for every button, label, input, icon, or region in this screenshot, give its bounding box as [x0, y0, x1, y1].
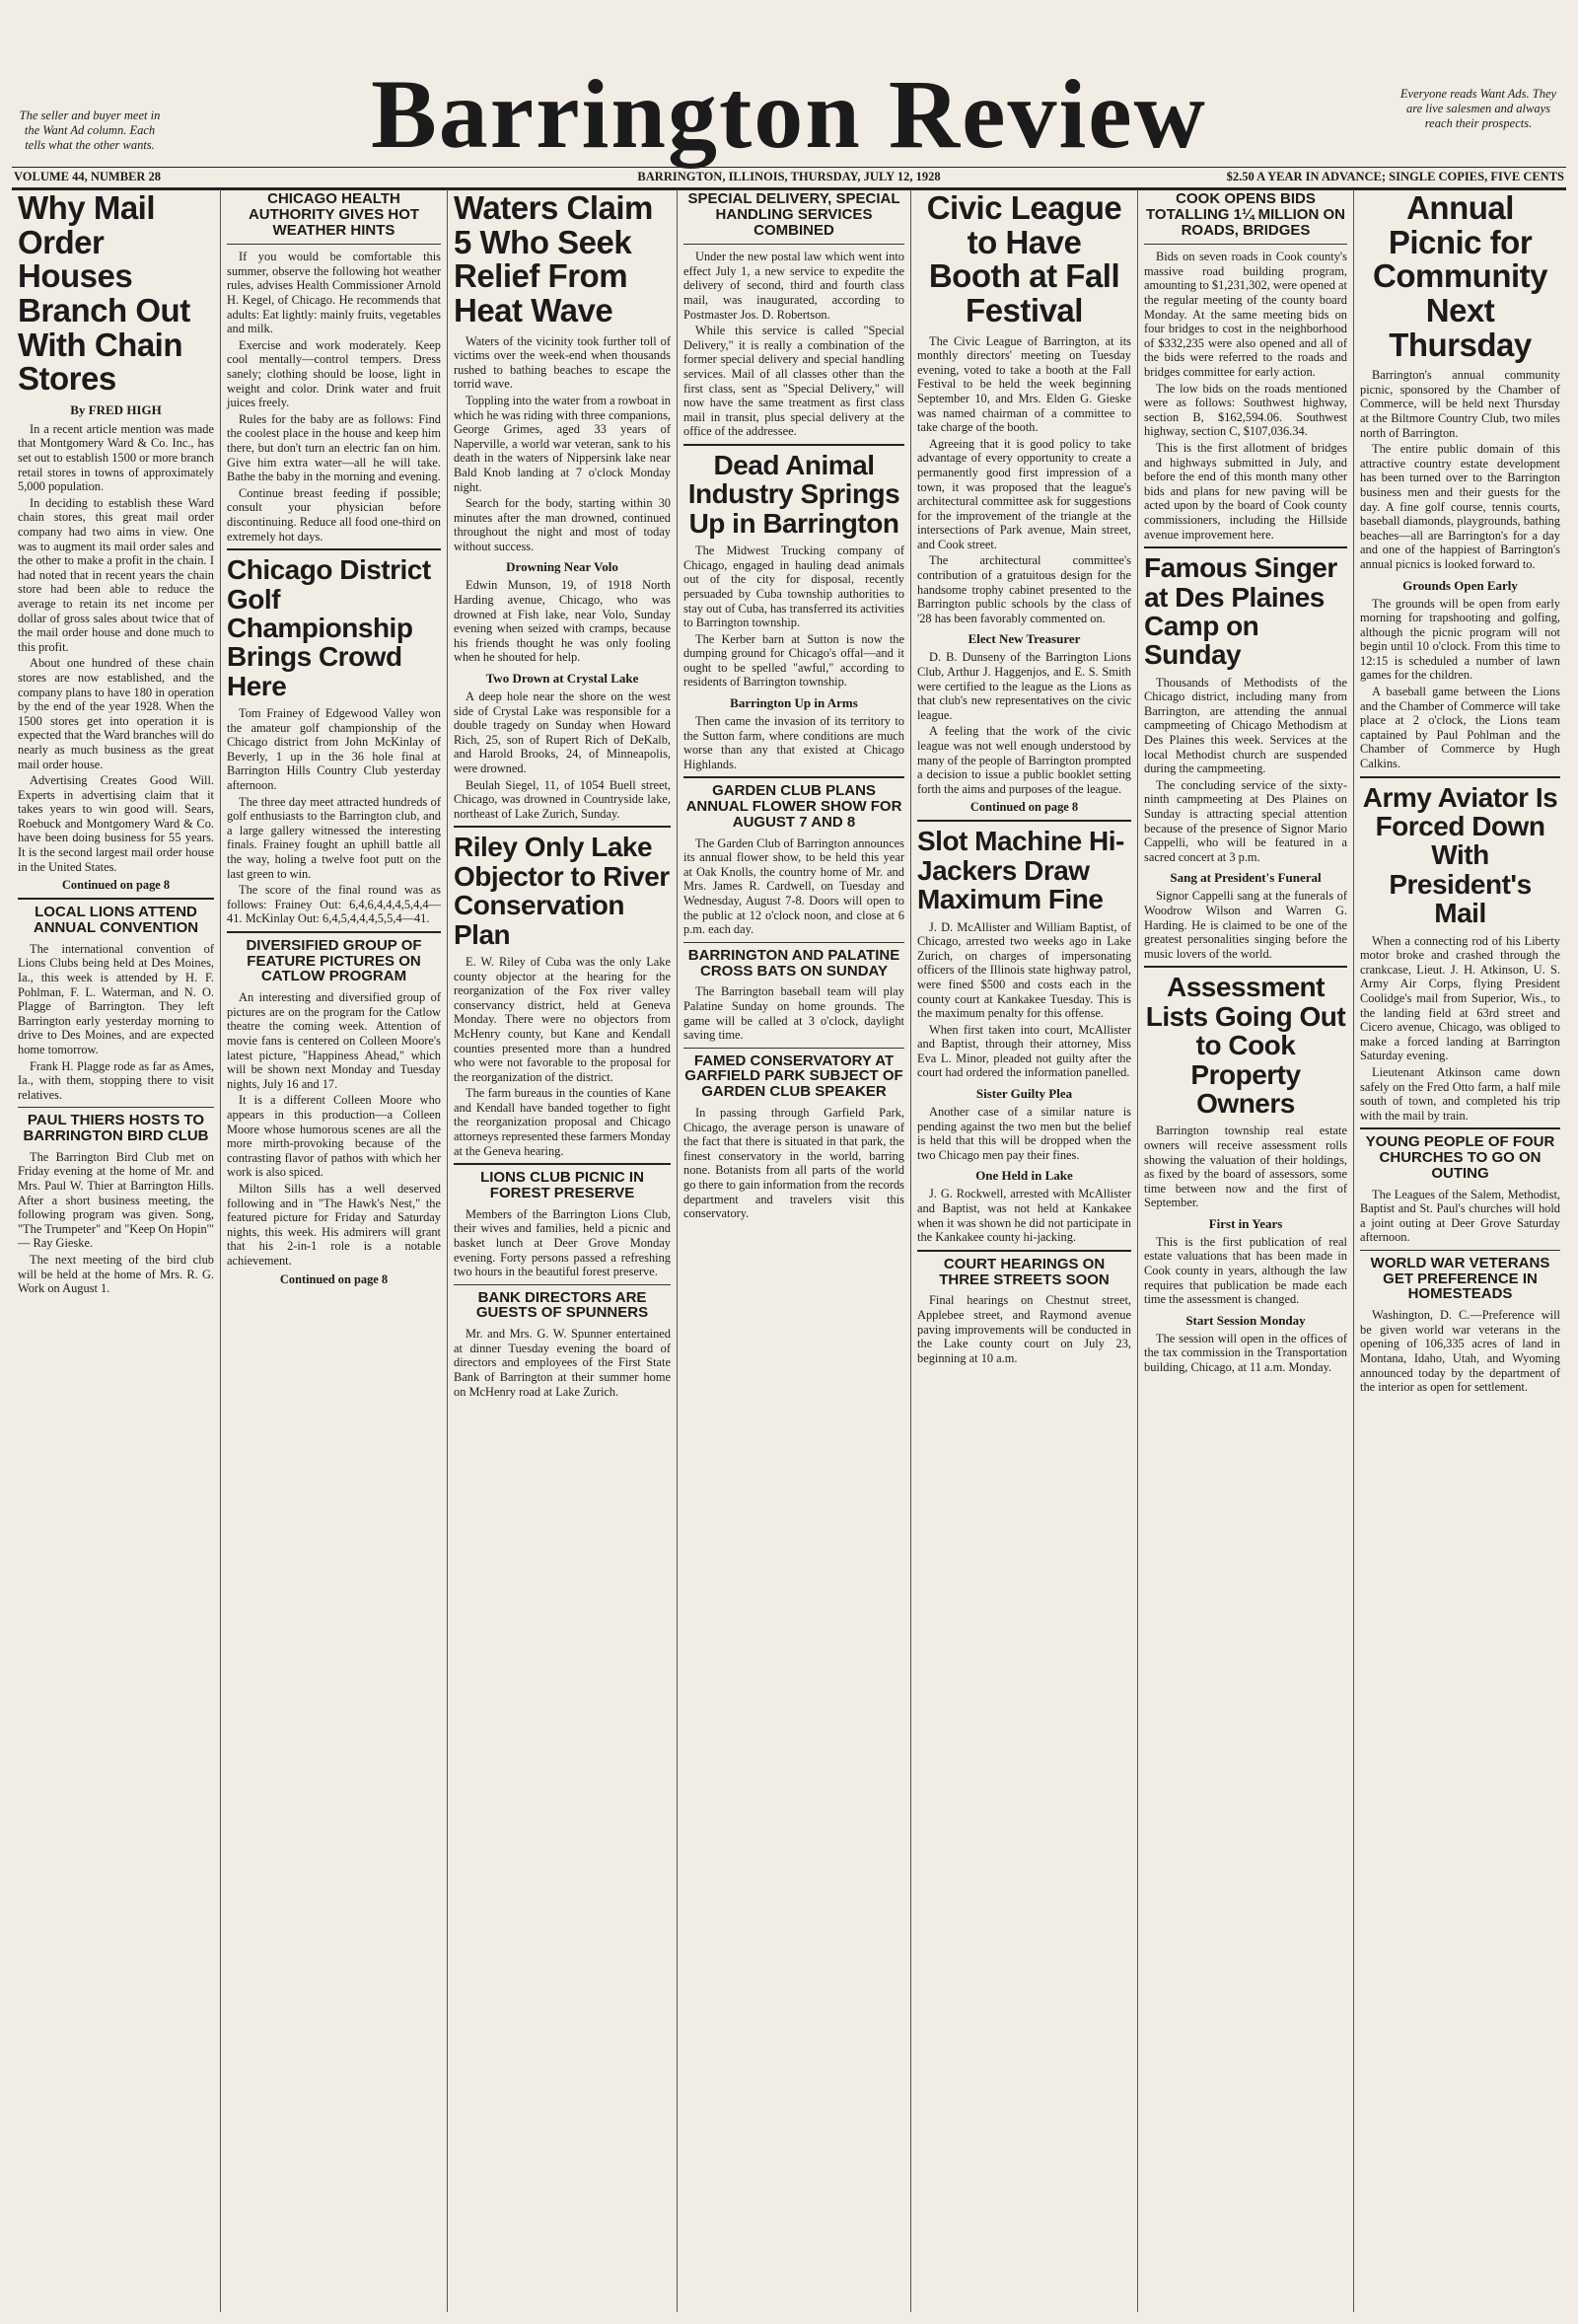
divider [227, 931, 441, 933]
paragraph: Edwin Munson, 19, of 1918 North Harding avenue, Chicago, who was drowned at Fish lake, near Volo, Sunday evening when seized with cramps, because his friends thought he was only fooling when he shouted for help. [454, 578, 671, 665]
headline: LOCAL LIONS ATTEND ANNUAL CONVENTION [33, 904, 199, 936]
headline: COOK OPENS BIDS TOTALLING 1¼ MILLION ON ROADS, BRIDGES [1146, 190, 1345, 239]
paragraph: This is the first allotment of bridges and highways submitted in July, and before the end of this month many other bids and plans for new paving will be acted upon by the board of Cook county commissioners, including the Hillside avenue improvement here. [1144, 440, 1347, 542]
divider [683, 1048, 904, 1049]
headline: Army Aviator Is Forced Down With President's Mail [1362, 781, 1558, 929]
paragraph: In passing through Garfield Park, Chicago, the average person is unaware of the fact that there is situated in that park, the finest conservatory in the world, barring none. Botanists from all parts of the world go there to gain information from the records department and travelers visit this conservatory. [683, 1105, 904, 1221]
headline: Riley Only Lake Objector to River Conservation Plan [454, 832, 670, 950]
divider [1144, 966, 1347, 968]
paragraph: An interesting and diversified group of pictures are on the program for the Catlow theatre the coming week. Attention of movie fans is centered on Colleen Moore's latest picture, "Happiness Ahead," which will be shown next Monday and Tuesday nights, July 16 and 17. [227, 990, 441, 1091]
paragraph: J. G. Rockwell, arrested with McAllister and Baptist, was not held at Kankakee when it was shown he did not participate in the Kankakee county hi-jacking. [917, 1187, 1131, 1245]
place-date: BARRINGTON, ILLINOIS, THURSDAY, JULY 12, 1928 [637, 170, 941, 183]
subhead: Drowning Near Volo [506, 559, 618, 575]
paragraph: Barrington township real estate owners will receive assessment rolls showing the valuation of their holdings, as fixed by the board of assessors, some time between now and the first of September. [1144, 1124, 1347, 1210]
headline: COURT HEARINGS ON THREE STREETS SOON [939, 1255, 1110, 1288]
headline: Why Mail Order Houses Branch Out With Chain Stores [18, 189, 190, 398]
column-7 [1354, 189, 1566, 2312]
paragraph: A feeling that the work of the civic league was not well enough understood by many of the people of Barrington prompted a decision to issue a public booklet setting forth the aims and purposes of the league. [917, 724, 1131, 796]
paragraph: Search for the body, starting within 30 minutes after the man drowned, continued throughout the night and most of today without success. [454, 496, 671, 553]
paragraph: D. B. Dunseny of the Barrington Lions Club, Arthur J. Haggenjos, and E. S. Smith were certified to the league as the Lions as that club's new representatives on the civic league. [917, 650, 1131, 722]
paragraph: If you would be comfortable this summer, observe the following hot weather rules, advises Health Commissioner Arnold H. Kegel, of Chicago. He recommends that adults: Eat lightly: mainly fruits, vegetables and milk. [227, 250, 441, 336]
columns [12, 189, 1566, 2312]
headline: YOUNG PEOPLE OF FOUR CHURCHES TO GO ON OUTING [1365, 1133, 1555, 1182]
divider [683, 244, 904, 245]
column-2 [221, 189, 448, 2312]
headline: PAUL THIERS HOSTS TO BARRINGTON BIRD CLUB [23, 1112, 209, 1145]
paragraph: Tom Frainey of Edgewood Valley won the amateur golf championship of the Chicago district from John McKinlay of Beverly, 1 up in the 36 hole final at Barrington Hills Country Club yesterday afternoon. [227, 706, 441, 793]
paragraph: While this service is called "Special Delivery," it is really a combination of the former special delivery and special handling services. Mail of all classes other than the first class, sent as "Special Delivery," will now have the same treatment as first class mail in transit, plus special delivery at the office of the addressee. [683, 324, 904, 439]
divider [683, 444, 904, 446]
paragraph: The Leagues of the Salem, Methodist, Baptist and St. Paul's churches will hold a joint outing at Deer Grove Saturday afternoon. [1360, 1187, 1560, 1245]
paragraph: This is the first publication of real estate valuations that has been made in Cook county in years, although the law requires that publication be made each time the assessment is changed. [1144, 1234, 1347, 1307]
paragraph: The low bids on the roads mentioned were as follows: Southwest highway, section B, $162,594.06. Southwest highway, section C, $107,036.34. [1144, 381, 1347, 439]
divider [1144, 244, 1347, 245]
paragraph: Under the new postal law which went into effect July 1, a new service to expedite the delivery of second, third and fourth class mail, was inaugurated, according to Postmaster Jos. D. Robertson. [683, 250, 904, 322]
dateline [12, 167, 1566, 185]
paragraph: In deciding to establish these Ward chain stores, this great mail order company had two aims in view. One was to augment its mail order sales and the other to make a profit in the chain. I had noted that in recent years the chain store had been able to reduce the average to retain its net income per dollar of gross sales about twice that of the mail order house and done much to this profit. [18, 495, 214, 654]
divider [454, 1284, 671, 1285]
continued-line: Continued on page 8 [279, 1271, 389, 1286]
continued-line: Continued on page 8 [969, 800, 1079, 815]
subhead: Two Drown at Crystal Lake [485, 671, 639, 687]
paragraph: E. W. Riley of Cuba was the only Lake county objector at the hearing for the reorganization of the Fox river valley conservancy district, held at Geneva Monday. There were no objectors from McHenry county, but Kane and Kendall counties presented more than a hundred who were not favorable to the proposal for the reorganization of the district. [454, 954, 671, 1084]
paragraph: Rules for the baby are as follows: Find the coolest place in the house and keep him there, but don't turn an electric fan on him. Give him extra water—all he will take. Bathe the baby in the morning and evening. [227, 411, 441, 484]
paragraph: Lieutenant Atkinson came down safely on the Fred Otto farm, a half mile south of town, and completed his trip with the mail by train. [1360, 1064, 1560, 1123]
column-1 [12, 189, 221, 2312]
paragraph: Members of the Barrington Lions Club, their wives and families, held a picnic and basket lunch at Deer Grove Monday evening. Forty persons passed a refreshing two hours in the beautiful forest preserve. [454, 1206, 671, 1279]
paragraph: The next meeting of the bird club will be held at the home of Mrs. R. G. Work on August 1. [18, 1252, 214, 1296]
headline: Famous Singer at Des Plaines Camp on Sunday [1144, 552, 1337, 671]
headline: LIONS CLUB PICNIC IN FOREST PRESERVE [480, 1169, 644, 1201]
paragraph: The farm bureaus in the counties of Kane and Kendall have banded together to fight the reorganization proposal and Chicago attorneys represented these farmers Monday at the Geneva hearing. [454, 1086, 671, 1158]
divider [18, 1107, 214, 1108]
divider [1360, 776, 1560, 778]
divider [1144, 546, 1347, 548]
paragraph: The Garden Club of Barrington announces its annual flower show, to be held this year at Oak Knolls, the country home of Mr. and Mrs. James R. Cardwell, on Tuesday and Wednesday, August 7-8. Doors will open to the public at 12 o'clock noon, and close at 6 p.m. each day. [683, 835, 904, 937]
paragraph: The architectural committee's contribution of a gratuitous design for the handsome trophy cabinet presented to the Barrington public schools by the class of '28 has been favorably commented on. [917, 553, 1131, 625]
paragraph: Then came the invasion of its territory to the Sutton farm, where conditions are much worse than any that existed at Chicago Highlands. [683, 714, 904, 771]
subhead: Grounds Open Early [1402, 577, 1518, 593]
paragraph: Thousands of Methodists of the Chicago district, including many from Barrington, are attending the annual campmeeting of Chicago Methodism at Des Plaines this week. Services at the local Methodist church are suspended during the campmeeting. [1144, 675, 1347, 776]
ear-right: Everyone reads Want Ads. They are live salesmen and always reach their prospects. [1399, 87, 1557, 130]
paragraph: Continue breast feeding if possible; consult your physician before discontinuing. Reduce all food one-third on extremely hot days. [227, 485, 441, 544]
paragraph: A baseball game between the Lions and the Chamber of Commerce will take place at 2 o'clock, the Lions team captained by Paul Pohlman and the Chamber of Commerce by Hugh Calkins. [1360, 685, 1560, 771]
paragraph: Mr. and Mrs. G. W. Spunner entertained at dinner Tuesday evening the board of directors and employees of the First State Bank of Barrington at their summer home on McHenry road at Lake Zurich. [454, 1327, 671, 1399]
headline: BANK DIRECTORS ARE GUESTS OF SPUNNERS [475, 1288, 649, 1322]
paragraph: Toppling into the water from a rowboat in which he was riding with three companions, George Grimes, aged 33 years of Naperville, a world war veteran, sank to his death in the waters of Nippersink lake near Bald Knob landing at 7 o'clock Monday night. [454, 393, 672, 494]
paragraph: Barrington's annual community picnic, sponsored by the Chamber of Commerce, will be held next Thursday at the Biltmore Country Club, two miles north of Barrington. [1360, 368, 1560, 440]
divider [1360, 1127, 1560, 1129]
paragraph: Another case of a similar nature is pending against the two men but the belief is held that this will be dropped when the two Chicago men pay their fines. [917, 1105, 1131, 1162]
subhead: Start Session Monday [1185, 1312, 1306, 1328]
headline: DIVERSIFIED GROUP OF FEATURE PICTURES ON CATLOW PROGRAM [246, 936, 422, 985]
paragraph: The Midwest Trucking company of Chicago, engaged in hauling dead animals out of the city for disposal, recently persuaded by Cuba township authorities to stay out of Cuba, has transferred its activities to Barrington township. [683, 544, 904, 630]
column-6 [1138, 189, 1354, 2312]
paragraph: Beulah Siegel, 11, of 1054 Buell street, Chicago, was drowned in Countryside lake, northeast of Lake Zurich, Sunday. [454, 777, 671, 821]
continued-line: Continued on page 8 [61, 878, 171, 893]
divider [683, 942, 904, 943]
paragraph: When a connecting rod of his Liberty motor broke and crashed through the crankcase, Lieut. J. H. Atkinson, U. S. Army Air Corps, flying President Coolidge's mail from Superior, Wis., to the landing field at 63rd street and Cicero avenue, Chicago, was obliged to make a forced landing at Barrington Saturday evening. [1360, 933, 1560, 1063]
headline: CHICAGO HEALTH AUTHORITY GIVES HOT WEATHER HINTS [248, 190, 420, 239]
byline: By FRED HIGH [70, 401, 162, 417]
paragraph: Frank H. Plagge rode as far as Ames, Ia., with them, stopping there to visit relatives. [18, 1058, 214, 1102]
column-5 [911, 189, 1138, 2312]
paragraph: About one hundred of these chain stores are now established, and the company plans to have 180 in operation by the end of the year 1928. When the 1500 stores get into operation it is expected that the Ward branches will do nearly as much business as the great mail order house. [18, 656, 214, 771]
paragraph: Signor Cappelli sang at the funerals of Woodrow Wilson and Warren G. Harding. He is claimed to be one of the greatest personalities singing before the music lovers of the world. [1144, 889, 1347, 961]
paragraph: Milton Sills has a well deserved following and in "The Hawk's Nest," the featured picture for Friday and Saturday nights, this week. His admirers will grant that his 2-in-1 role is a notable achievement. [227, 1181, 441, 1268]
paragraph: It is a different Colleen Moore who appears in this production—a Colleen Moore whose humorous scenes are all the more mirth-provoking because of the contrasting flavor of pathos with which her work is also spiced. [227, 1093, 441, 1180]
divider [454, 826, 671, 828]
headline: Chicago District Golf Championship Brings Crowd Here [227, 554, 431, 701]
paragraph: The Civic League of Barrington, at its monthly directors' meeting on Tuesday evening, voted to take a booth at the Fall Festival to be held the week beginning September 10, and Mrs. Elden G. Gieske was named chairman of a committee to take charge of the booth. [917, 333, 1131, 435]
subscription-price: $2.50 A YEAR IN ADVANCE; SINGLE COPIES, FIVE CENTS [1226, 170, 1564, 183]
paragraph: The entire public domain of this attractive country estate development has been turned over to the Barrington business men and their guests for the day. A fine golf course, tennis courts, baseball diamonds, playgrounds, bathing beaches—all are Barrington's for a day and one of the happiest of Barrington's annual picnics is looked forward to. [1360, 442, 1560, 571]
column-4 [678, 189, 911, 2312]
subhead: Sang at President's Funeral [1170, 870, 1322, 886]
paragraph: The grounds will be open from early morning for trapshooting and golfing, although the picnic program will not begin until 10 o'clock. From this time to 12:15 is scheduled a number of lawn games for the children. [1360, 596, 1560, 683]
paragraph: The concluding service of the sixty-ninth campmeeting at Des Plaines on Sunday is attracting special attention because of the presence of Signor Mario Cappelli, who will be featured in a sacred concert at 3 p.m. [1144, 777, 1347, 864]
ear-left: The seller and buyer meet in the Want Ad column. Each tells what the other wants. [19, 109, 161, 152]
paragraph: The Barrington Bird Club met on Friday evening at the home of Mr. and Mrs. Paul W. Thier at Barrington Hills. After a short business meeting, the following program was given. Song, "The Trumpeter" and "Keep On Hopin'" — Ray Gieske. [18, 1149, 214, 1251]
paragraph: J. D. McAllister and William Baptist, of Chicago, arrested two weeks ago in Lake Zurich, on charges of impersonating officers of the Illinois state highway patrol, were fined $500 and costs each in the county court at Kankakee Tuesday. This is the maximum penalty for this offense. [917, 919, 1131, 1021]
paragraph: Advertising Creates Good Will. Experts in advertising claim that it takes years to win good will. Sears, Roebuck and Montgomery Ward & Co. have been doing business for 55 years. It is the second largest mail order house in the United States. [18, 773, 214, 874]
divider [18, 898, 214, 900]
headline: Dead Animal Industry Springs Up in Barrington [687, 449, 900, 539]
nameplate: Barrington Review [371, 59, 1207, 169]
headline: FAMED CONSERVATORY AT GARFIELD PARK SUBJECT OF GARDEN CLUB SPEAKER [684, 1052, 903, 1101]
divider [227, 244, 441, 245]
divider [227, 548, 441, 550]
headline: Civic League to Have Booth at Fall Festival [926, 189, 1122, 328]
headline: SPECIAL DELIVERY, SPECIAL HANDLING SERVICES COMBINED [687, 190, 900, 239]
subhead: First in Years [1208, 1215, 1283, 1231]
subhead: Sister Guilty Plea [975, 1086, 1073, 1102]
paragraph: In a recent article mention was made that Montgomery Ward & Co. Inc., has set out to establish 1500 or more branch retail stores in towns of approximately 5,000 population. [18, 421, 214, 494]
headline: BARRINGTON AND PALATINE CROSS BATS ON SUNDAY [687, 946, 900, 980]
column-3 [448, 189, 678, 2312]
divider [1360, 1250, 1560, 1251]
headline: Slot Machine Hi-Jackers Draw Maximum Fine [917, 826, 1124, 915]
paragraph: A deep hole near the shore on the west side of Crystal Lake was responsible for a double tragedy on Sunday when Howard Rich, 25, son of Rupert Rich of DeKalb, and Harold Brooks, 24, of Minneapolis, were drowned. [454, 690, 671, 775]
headline: WORLD WAR VETERANS GET PREFERENCE IN HOMESTEADS [1370, 1254, 1550, 1303]
paragraph: Exercise and work moderately. Keep cool mentally—control tempers. Dress sanely; clothing should be loose, light in weight and color. Drink water and fruit juices freely. [227, 337, 441, 410]
headline: Waters Claim 5 Who Seek Relief From Heat Wave [454, 189, 653, 328]
headline: Assessment Lists Going Out to Cook Property Owners [1145, 972, 1346, 1119]
volume-number: VOLUME 44, NUMBER 28 [14, 170, 162, 183]
paragraph: Bids on seven roads in Cook county's massive road building program, amounting to $1,231,302, were opened at the regular meeting of the county board Monday. At the same meeting bids on four bridges to cost in the neighborhood of $332,235 were also opened and all of the bids were referred to the roads and bridges committee for early action. [1144, 250, 1347, 379]
paragraph: Agreeing that it is good policy to take advantage of every opportunity to create a permanently good first impression of a town, it was proposed that the league's architectural committee ask for suggestions for the improvement of the triangle at the intersections of Park avenue, Main street, and Cook street. [917, 436, 1131, 551]
paragraph: The score of the final round was as follows: Frainey Out: 6,4,6,4,4,4,5,4,4—41. McKinlay Out: 6,4,5,4,4,4,5,5,4—41. [227, 883, 441, 926]
paragraph: The international convention of Lions Clubs being held at Des Moines, Ia., this week is attended by H. F. Pohlman, F. L. Waterman, and N. O. Plagge of Barrington. They left Barrington early yesterday morning to drive to Des Moines, and are expected home tomorrow. [18, 941, 214, 1056]
divider [917, 820, 1131, 822]
headline: GARDEN CLUB PLANS ANNUAL FLOWER SHOW FOR AUGUST 7 AND 8 [685, 782, 902, 831]
headline: Annual Picnic for Community Next Thursday [1373, 189, 1547, 363]
masthead [12, 18, 1566, 190]
paragraph: The Kerber barn at Sutton is now the dumping ground for Chicago's offal—and it ought to be spelled "awful," according to residents of Barrington township. [683, 631, 904, 690]
paragraph: When first taken into court, McAllister and Baptist, through their attorney, Miss Eva L. Minor, pleaded not guilty after the court had ordered the information panelled. [917, 1022, 1131, 1080]
divider [454, 1163, 671, 1165]
paragraph: The Barrington baseball team will play Palatine Sunday on home grounds. The game will be called at 3 o'clock, daylight saving time. [683, 984, 904, 1043]
subhead: Elect New Treasurer [968, 631, 1081, 647]
paragraph: The three day meet attracted hundreds of golf enthusiasts to the Barrington club, and a large gallery witnessed the interesting finals. Frainey fought an uphill battle all the way, holing a twelve foot putt on the last green to win. [227, 794, 441, 881]
paragraph: The session will open in the offices of the tax commission in the Transportation building, Chicago, at 11 a.m. Monday. [1144, 1331, 1347, 1375]
paragraph: Washington, D. C.—Preference will be given world war veterans in the opening of 106,335 acres of land in Montana, Idaho, Utah, and Wyoming announced today by the department of the interior as open for settlement. [1360, 1308, 1560, 1395]
divider [683, 776, 904, 778]
paragraph: Final hearings on Chestnut street, Applebee street, and Raymond avenue paving improvements will be conducted in the Lake county court on July 23, beginning at 10 a.m. [917, 1293, 1131, 1365]
subhead: Barrington Up in Arms [730, 695, 858, 711]
subhead: One Held in Lake [975, 1168, 1073, 1184]
divider [917, 1250, 1131, 1252]
paragraph: Waters of the vicinity took further toll of victims over the week-end when thousands rushed to bathing beaches to escape the torrid wave. [454, 333, 671, 392]
